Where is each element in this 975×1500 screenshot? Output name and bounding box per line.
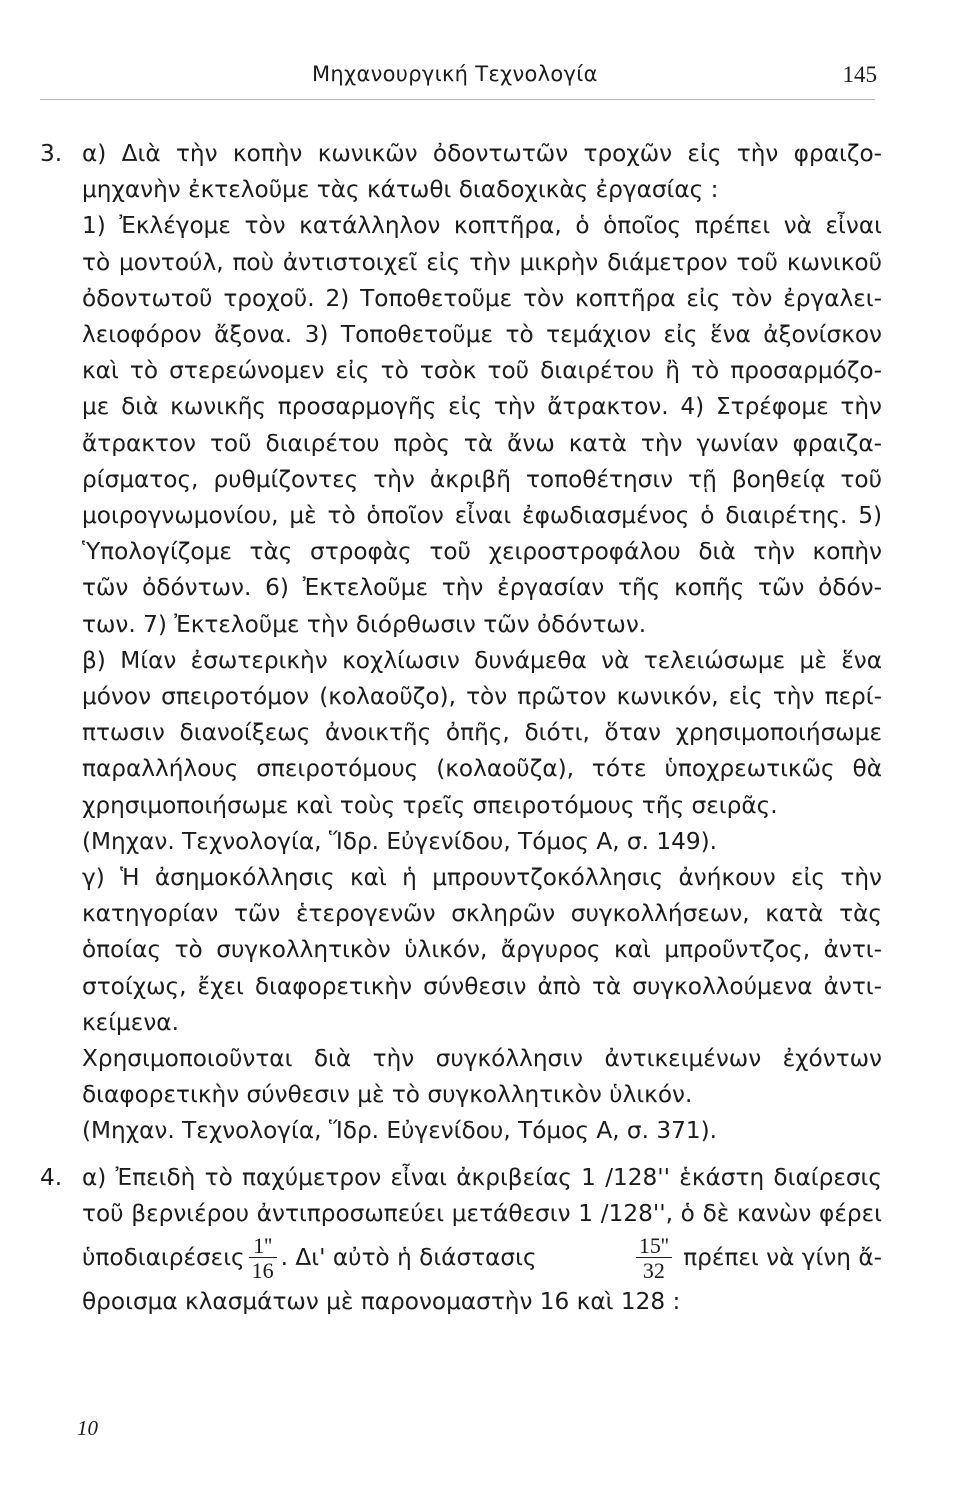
text-line: ὀδοντωτοῦ τροχοῦ. 2) Τοποθετοῦμε τὸν κοπτῆρα εἰς τὸν ἐργαλει- (82, 284, 882, 312)
fraction-15-32 (636, 1232, 672, 1283)
text-line: ὁποίας τὸ συγκολλητικὸν ὑλικόν, ἄργυρος καὶ μπροῦντζος, ἀντι- (82, 936, 882, 964)
fraction-1-16 (249, 1232, 277, 1283)
fraction-numerator: 15'' (638, 1232, 669, 1258)
text-line: 4. α) Ἐπειδὴ τὸ παχύμετρον εἶναι ἀκριβείας 1 /128'' ἑκάστη διαίρεσις (40, 1160, 882, 1196)
text-line: τὸ μοντούλ, ποὺ ἀντιστοιχεῖ εἰς τὴν μικρὴν διάμετρον τοῦ κωνικοῦ (82, 248, 882, 276)
text-line: με διὰ κωνικῆς προσαρμογῆς εἰς τὴν ἄτρακτον. 4) Στρέφομε τὴν (82, 393, 882, 421)
citation: (Μηχαν. Τεχνολογία, Ἵδρ. Εὐγενίδου, Τόμος Α, σ. 149). (82, 827, 718, 855)
text-line: μηχανὴν ἐκτελοῦμε τὰς κάτωθι διαδοχικὰς ἐργασίας : (82, 176, 719, 204)
text-line: 1) Ἐκλέγομε τὸν κατάλληλον κοπτῆρα, ὁ ὁποῖος πρέπει νὰ εἶναι (82, 212, 882, 240)
text-line: των. 7) Ἐκτελοῦμε τὴν διόρθωσιν τῶν ὀδόντων. (82, 610, 647, 638)
page-body (40, 136, 882, 1320)
section-4a (40, 1160, 882, 1321)
header-rule (40, 99, 875, 100)
text-line: κατηγορίαν τῶν ἑτερογενῶν σκληρῶν συγκολλήσεων, κατὰ τὰς (82, 900, 882, 928)
text-line: χρησιμοποιήσωμε καὶ τοὺς τρεῖς σπειροτόμους τῆς σειρᾶς. (82, 791, 778, 819)
section-3a (40, 136, 882, 643)
page-header-title: Μηχανουργική Τεχνολογία (312, 62, 598, 86)
text-line: πτωσιν διανοίξεως ἀνοικτῆς ὀπῆς, διότι, ὅταν χρησιμοποιήσωμε (82, 719, 882, 747)
text-line: στοίχως, ἔχει διαφορετικὴν σύνθεσιν ἀπὸ τὰ συγκολλούμενα ἀντι- (82, 972, 882, 1000)
signature-mark: 10 (77, 1416, 98, 1440)
page-number: 145 (842, 62, 877, 87)
citation: (Μηχαν. Τεχνολογία, Ἵδρ. Εὐγενίδου, Τόμος Α, σ. 371). (82, 1117, 718, 1145)
running-header (312, 62, 877, 96)
text-line: θροισμα κλασμάτων μὲ παρονομαστὴν 16 καὶ 128 : (82, 1288, 681, 1316)
fraction-denominator: 32 (636, 1257, 672, 1282)
text-line: τοῦ βερνιέρου ἀντιπροσωπεύει μετάθεσιν 1 /128'', ὁ δὲ κανὼν φέρει (82, 1199, 882, 1227)
text-line: μοιρογνωμονίου, μὲ τὸ ὁποῖον εἶναι ἐφωδιασμένος ὁ διαιρέτης. 5) (82, 502, 882, 530)
section-3c (40, 860, 882, 1150)
section-gap (40, 1150, 882, 1160)
text-line: παραλλήλους σπειροτόμους (κολαοῦζα), τότε ὑποχρεωτικῶς θὰ (82, 755, 882, 783)
text-line: κείμενα. (82, 1008, 179, 1036)
text-line: 3. α) Διὰ τὴν κοπὴν κωνικῶν ὀδοντωτῶν τροχῶν εἰς τὴν φραιζο- (40, 136, 882, 172)
section-number: 4. (40, 1163, 63, 1191)
text-line: γ) Ἡ ἀσημοκόλλησις καὶ ἡ μπρουντζοκόλλησις ἀνήκουν εἰς τὴν (82, 864, 882, 892)
section-3b (40, 643, 882, 860)
fraction-denominator: 16 (249, 1257, 277, 1282)
text-line: Ὑπολογίζομε τὰς στροφὰς τοῦ χειροστροφάλου διὰ τὴν κοπὴν (82, 538, 882, 566)
text-line: ρίσματος, ρυθμίζοντες τὴν ἀκριβῆ τοποθέτησιν τῇ βοηθείᾳ τοῦ (82, 465, 882, 493)
text-line: λειοφόρον ἄξονα. 3) Τοποθετοῦμε τὸ τεμάχιον εἰς ἕνα ἀξονίσκον (82, 321, 882, 349)
text-line: καὶ τὸ στερεώνομεν εἰς τὸ τσὸκ τοῦ διαιρέτου ἢ τὸ προσαρμόζο- (82, 357, 882, 385)
section-number: 3. (40, 140, 63, 167)
text-line: τῶν ὀδόντων. 6) Ἐκτελοῦμε τὴν ἐργασίαν τῆς κοπῆς τῶν ὀδόν- (82, 574, 882, 602)
fraction-line-text-a: ὑποδιαιρέσεις $\frac{1''}{16}$ . Δι' αὐτὸ ἡ διάστασις (82, 1232, 537, 1283)
text-line: μόνον σπειροτόμον (κολαοῦζο), τὸν πρῶτον κωνικόν, εἰς τὴν περί- (82, 683, 882, 711)
text-line: β) Μίαν ἐσωτερικὴν κοχλίωσιν δυνάμεθα νὰ τελειώσωμε μὲ ἕνα (82, 646, 882, 674)
fraction-numerator: 1'' (253, 1232, 273, 1258)
text-line: ἄτρακτον τοῦ διαιρέτου πρὸς τὰ ἄνω κατὰ τὴν γωνίαν φραιζα- (82, 429, 882, 457)
fraction-line (40, 1232, 882, 1284)
text-line: Χρησιμοποιοῦνται διὰ τὴν συγκόλλησιν ἀντικειμένων ἐχόντων (82, 1045, 882, 1073)
fraction-line-text-b: $\frac{15''}{32}$ πρέπει νὰ γίνη ἄ- (632, 1235, 882, 1282)
text-line: διαφορετικὴν σύνθεσιν μὲ τὸ συγκολλητικὸν ὑλικόν. (82, 1081, 693, 1109)
